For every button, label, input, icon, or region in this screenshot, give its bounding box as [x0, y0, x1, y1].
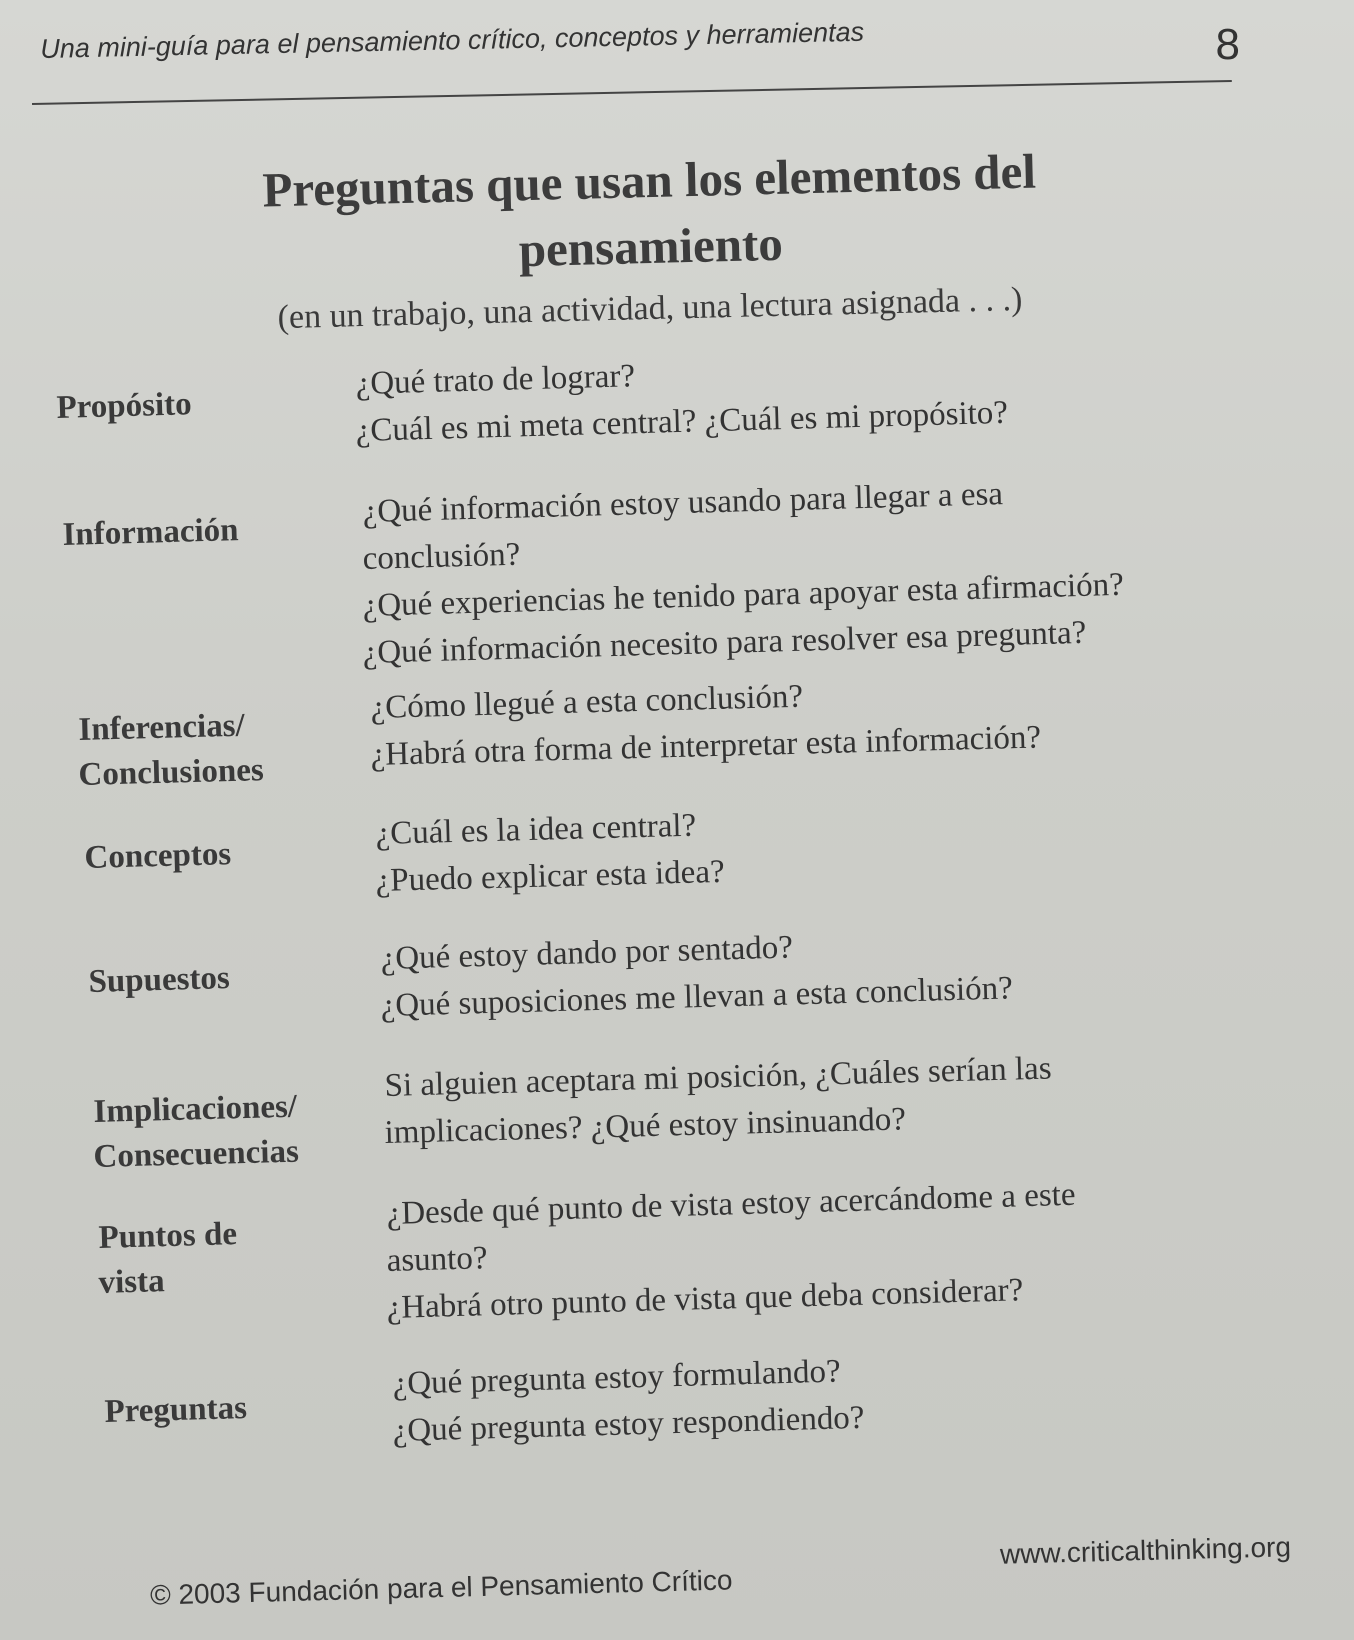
element-term: vista: [98, 1263, 166, 1301]
element-term: Propósito: [56, 386, 193, 426]
element-question: ¿Qué pregunta estoy respondiendo?: [392, 1399, 865, 1449]
element-term: Conceptos: [84, 836, 232, 876]
element-question: ¿Cuál es la idea central?: [375, 807, 697, 852]
element-question: implicaciones? ¿Qué estoy insinuando?: [384, 1101, 907, 1151]
footer-copyright: © 2003 Fundación para el Pensamiento Crítico: [149, 1564, 733, 1611]
element-question: ¿Cuál es mi meta central? ¿Cuál es mi propósito?: [355, 394, 1009, 449]
element-question: conclusión?: [362, 536, 521, 577]
element-term: Supuestos: [88, 960, 231, 1000]
element-question: ¿Qué experiencias he tenido para apoyar esta afirmación?: [362, 566, 1125, 624]
element-question: ¿Desde qué punto de vista estoy acercándome a este: [386, 1176, 1076, 1232]
element-term: Consecuencias: [93, 1133, 300, 1175]
title-line-1: Preguntas que usan los elementos del: [261, 143, 1037, 218]
element-term: Puntos de: [98, 1216, 238, 1256]
element-question: ¿Cómo llegué a esta conclusión?: [370, 678, 804, 726]
page-subtitle: (en un trabajo, una actividad, una lectura asignada . . .): [277, 280, 1023, 337]
element-term: Información: [62, 512, 239, 553]
title-line-2: pensamiento: [518, 215, 784, 278]
element-term: Preguntas: [104, 1390, 248, 1430]
element-question: ¿Qué información estoy usando para llegar a esa: [362, 476, 1004, 530]
element-question: ¿Qué trato de lograr?: [355, 358, 636, 402]
element-question: Si alguien aceptara mi posición, ¿Cuáles serían las: [384, 1050, 1052, 1104]
element-question: ¿Qué estoy dando por sentado?: [380, 929, 794, 977]
element-question: ¿Habrá otro punto de vista que deba considerar?: [386, 1272, 1024, 1326]
element-question: asunto?: [386, 1240, 488, 1279]
footer-url: www.criticalthinking.org: [999, 1531, 1292, 1570]
element-question: ¿Qué pregunta estoy formulando?: [392, 1353, 842, 1402]
header-title: Una mini-guía para el pensamiento crítico, conceptos y herramientas: [40, 16, 865, 64]
page-number: 8: [1215, 20, 1240, 69]
element-question: ¿Qué suposiciones me llevan a esta conclusión?: [380, 970, 1014, 1024]
element-question: ¿Habrá otra forma de interpretar esta información?: [370, 719, 1042, 773]
element-term: Inferencias/: [78, 707, 246, 748]
element-question: ¿Puedo explicar esta idea?: [375, 853, 726, 899]
element-question: ¿Qué información necesito para resolver esa pregunta?: [362, 614, 1087, 671]
element-term: Implicaciones/: [93, 1088, 298, 1130]
element-term: Conclusiones: [78, 752, 265, 793]
